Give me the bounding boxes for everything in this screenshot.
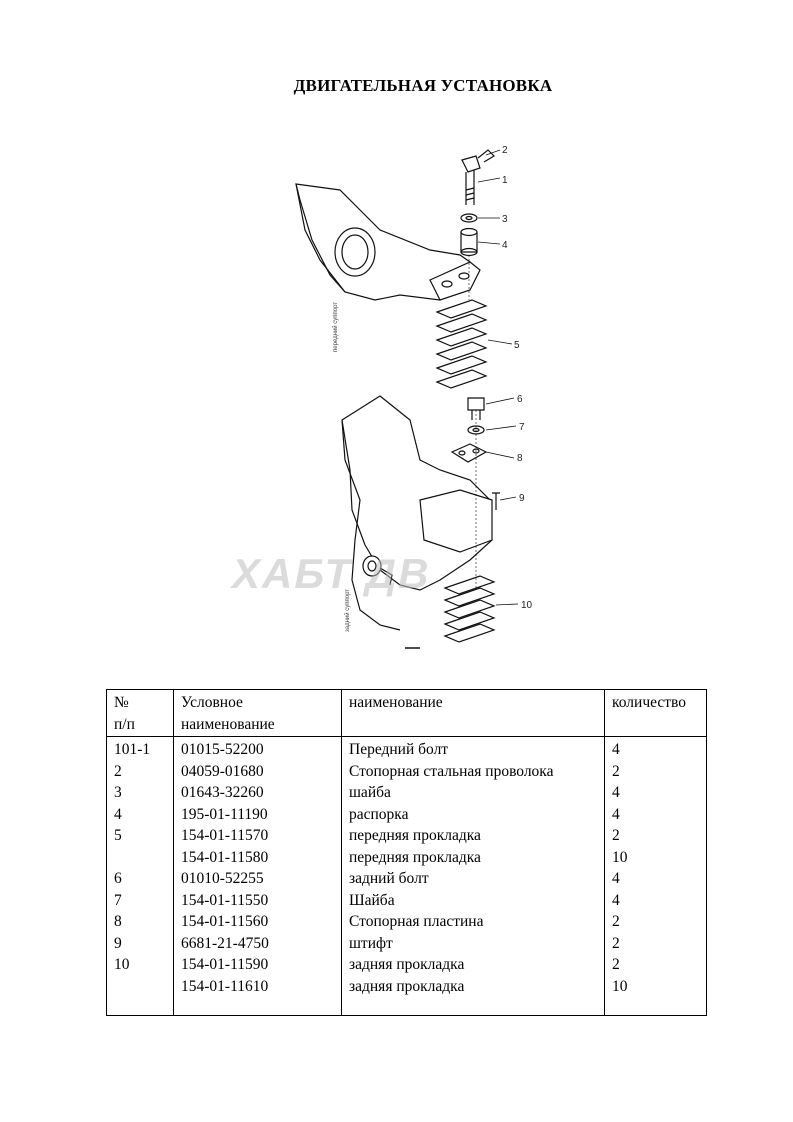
table-header-row (107, 690, 707, 737)
front-support-label: передний суппорт (333, 301, 339, 352)
svg-text:2: 2 (502, 145, 508, 156)
svg-text:9: 9 (519, 493, 525, 504)
header-qty: количество (605, 690, 707, 737)
page-title: ДВИГАТЕЛЬНАЯ УСТАНОВКА (293, 76, 553, 95)
header-code: Условное наименование (174, 690, 342, 737)
header-name: наименование (342, 690, 605, 737)
number-column: 101-1 2 3 4 5 6 7 8 9 10 (107, 737, 174, 1016)
table-body-row (107, 737, 707, 1016)
svg-text:7: 7 (519, 422, 525, 433)
name-column: Передний болт Стопорная стальная проволока шайба распорка передняя прокладка передняя прокладка задний болт Шайба Стопорная пластина штифт задняя прокладка задняя прокладка (342, 737, 605, 1016)
svg-text:10: 10 (521, 600, 533, 611)
svg-text:5: 5 (514, 340, 520, 351)
svg-text:4: 4 (502, 240, 508, 251)
watermark: ХАБТ ДВ (232, 550, 431, 597)
svg-text:6: 6 (517, 394, 523, 405)
code-column: 01015-52200 04059-01680 01643-32260 195-01-11190 154-01-11570 154-01-11580 01010-52255 154-01-11550 154-01-11560 6681-21-4750 154-01-11590 154-01-11610 (174, 737, 342, 1016)
parts-table (106, 689, 707, 1016)
svg-text:3: 3 (502, 214, 508, 225)
rear-support-label: задний суппорт (345, 588, 351, 632)
header-number: № п/п (107, 690, 174, 737)
svg-text:1: 1 (502, 175, 508, 186)
svg-text:8: 8 (517, 453, 523, 464)
qty-column: 4 2 4 4 2 10 4 4 2 2 2 10 (605, 737, 707, 1016)
